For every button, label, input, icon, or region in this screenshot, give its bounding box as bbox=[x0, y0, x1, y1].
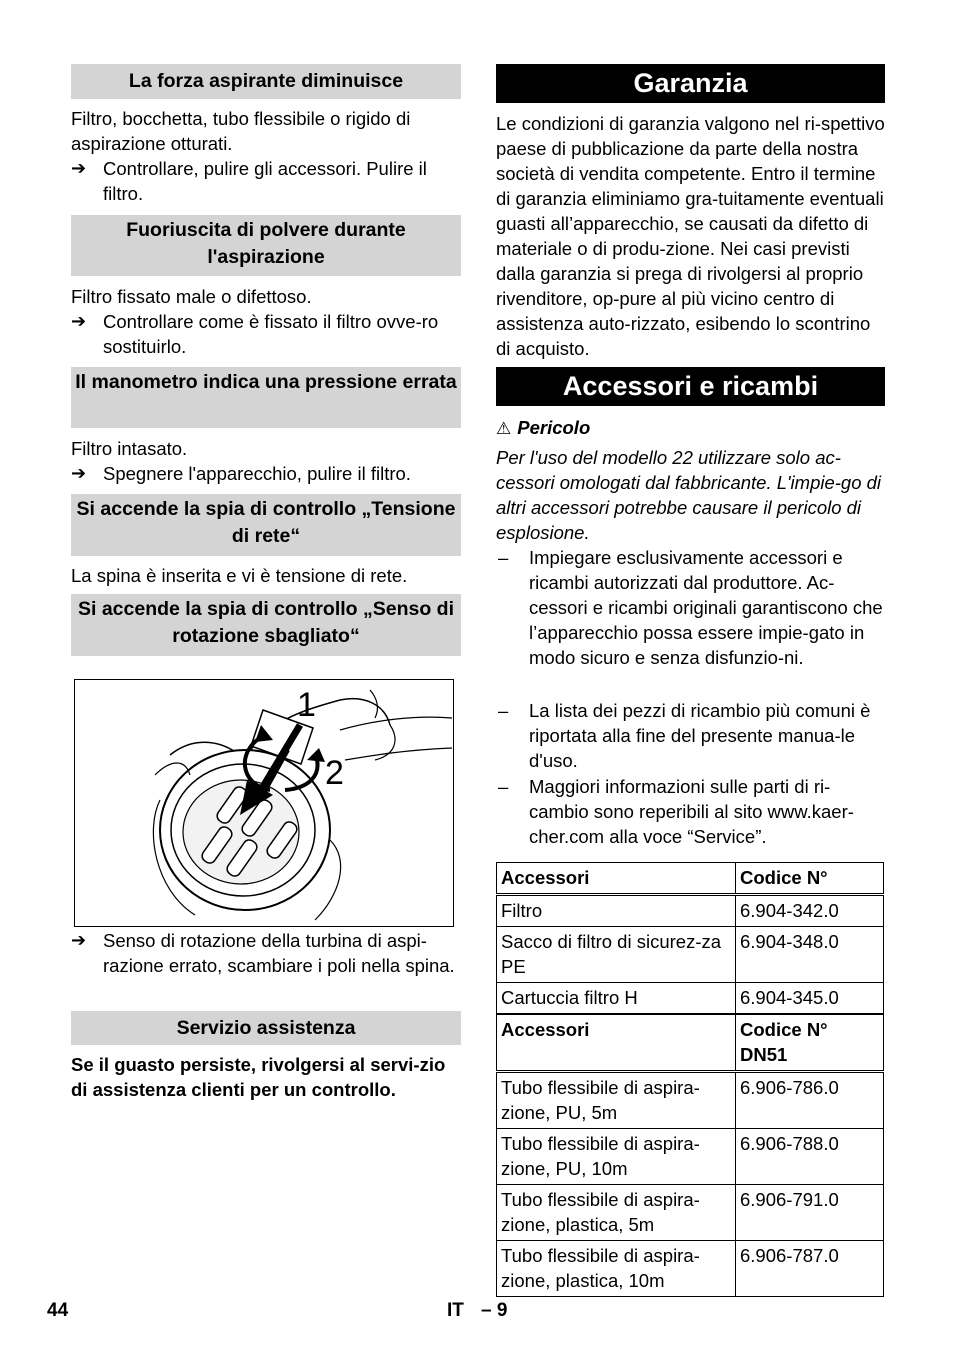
action-text: Controllare come è fissato il filtro ovve-ro sostituirlo. bbox=[103, 311, 439, 357]
list-item bbox=[496, 545, 885, 670]
action-text: Controllare, pulire gli accessori. Pulire il filtro. bbox=[103, 158, 427, 204]
dash-bullet: – bbox=[498, 776, 509, 797]
action-item bbox=[71, 309, 461, 359]
table-header-row bbox=[497, 863, 884, 895]
table-header-cell: Codice N° DN51 bbox=[736, 1015, 884, 1072]
action-item bbox=[71, 928, 461, 978]
table-cell: Tubo flessibile di aspira-zione, PU, 5m bbox=[497, 1072, 736, 1129]
table-cell: 6.904-342.0 bbox=[736, 895, 884, 927]
section-heading-suction-power: La forza aspirante diminuisce bbox=[71, 64, 461, 99]
table-header-cell: Codice N° bbox=[736, 863, 884, 895]
table-row bbox=[497, 927, 884, 983]
accessories-table-2 bbox=[496, 1014, 884, 1297]
cause-text: Filtro intasato. bbox=[71, 438, 188, 459]
service-text: Se il guasto persiste, rivolgersi al servi-zio di assistenza clienti per un controllo. bbox=[71, 1054, 446, 1100]
table-cell: 6.904-345.0 bbox=[736, 983, 884, 1014]
language-code: IT bbox=[447, 1300, 464, 1321]
list-item bbox=[496, 774, 885, 849]
table-header-cell: Accessori bbox=[497, 1015, 736, 1072]
table-cell: 6.906-787.0 bbox=[736, 1241, 884, 1297]
action-text: Spegnere l'apparecchio, pulire il filtro. bbox=[103, 463, 411, 484]
section-heading-dust-leak: Fuoriuscita di polvere durante l'aspirazione bbox=[71, 215, 461, 276]
page-number: 44 bbox=[47, 1300, 69, 1321]
heading-accessori: Accessori e ricambi bbox=[496, 367, 885, 406]
warning-title-row bbox=[496, 415, 885, 441]
section-heading-rotation: Si accende la spia di controllo „Senso di rotazione sbagliato“ bbox=[71, 594, 461, 656]
table-header-row bbox=[497, 1015, 884, 1072]
table-cell: 6.904-348.0 bbox=[736, 927, 884, 983]
plug-pole-illustration bbox=[74, 679, 454, 927]
table-header-cell: Accessori bbox=[497, 863, 736, 895]
action-text: Senso di rotazione della turbina di aspi-razione errato, scambiare i poli nella spina. bbox=[103, 930, 455, 976]
section-heading-mains-voltage: Si accende la spia di controllo „Tensione di rete“ bbox=[71, 494, 461, 556]
list-item-text: La lista dei pezzi di ricambio più comuni è riportata alla fine del presente manua-le d'uso. bbox=[529, 700, 871, 771]
section-heading-manometer: Il manometro indica una pressione errata bbox=[71, 367, 461, 428]
list-item bbox=[496, 698, 885, 773]
table-cell: Filtro bbox=[497, 895, 736, 927]
table-row bbox=[497, 1241, 884, 1297]
figure-label-1: 1 bbox=[297, 686, 316, 724]
table-cell: Cartuccia filtro H bbox=[497, 983, 736, 1014]
table-row bbox=[497, 1129, 884, 1185]
table-row bbox=[497, 1185, 884, 1241]
table-cell: 6.906-791.0 bbox=[736, 1185, 884, 1241]
cause-text: Filtro fissato male o difettoso. bbox=[71, 286, 312, 307]
heading-garanzia: Garanzia bbox=[496, 64, 885, 103]
dash-bullet: – bbox=[498, 547, 509, 568]
list-item-text: Maggiori informazioni sulle parti di ri-cambio sono reperibili al sito www.kaer-cher.com alla voce “Service”. bbox=[529, 776, 854, 847]
action-item bbox=[71, 461, 461, 486]
table-row bbox=[497, 983, 884, 1014]
warning-icon: ⚠ bbox=[496, 419, 512, 438]
action-item bbox=[71, 156, 461, 206]
table-cell: Tubo flessibile di aspira-zione, plastica, 5m bbox=[497, 1185, 736, 1241]
figure-label-2: 2 bbox=[325, 754, 344, 792]
warning-text: Per l'uso del modello 22 utilizzare solo ac-cessori omologati dal fabbricante. L'impie-go di altri accessori potrebbe causare il pericolo di esplosione. bbox=[496, 447, 882, 543]
table-row bbox=[497, 1072, 884, 1129]
table-cell: Sacco di filtro di sicurez-za PE bbox=[497, 927, 736, 983]
dash-bullet: – bbox=[498, 700, 509, 721]
table-row bbox=[497, 895, 884, 927]
sub-page-number: – 9 bbox=[481, 1300, 508, 1321]
table-cell: Tubo flessibile di aspira-zione, plastica, 10m bbox=[497, 1241, 736, 1297]
warranty-text: Le condizioni di garanzia valgono nel ri-spettivo paese di pubblicazione da parte della nostra società di vendita competente. Entro il termine di garanzia eliminiamo gra-tuitamente eventuali guasti all’apparecchio, se causati da difetto di materiale o di produ-zione. Nei casi previsti dalla garanzia si prega di rivolgersi al proprio rivenditore, op-pure al più vicino centro di assistenza auto-rizzato, esibendo lo scontrino di acquisto. bbox=[496, 113, 885, 359]
cause-text: La spina è inserita e vi è tensione di rete. bbox=[71, 565, 408, 586]
section-heading-service: Servizio assistenza bbox=[71, 1011, 461, 1045]
plug-illustration-svg bbox=[75, 680, 452, 925]
arrow-icon: ➔ bbox=[71, 463, 87, 483]
arrow-icon: ➔ bbox=[71, 311, 87, 331]
table-cell: Tubo flessibile di aspira-zione, PU, 10m bbox=[497, 1129, 736, 1185]
table-cell: 6.906-786.0 bbox=[736, 1072, 884, 1129]
cause-text: Filtro, bocchetta, tubo flessibile o rigido di aspirazione otturati. bbox=[71, 108, 411, 154]
arrow-icon: ➔ bbox=[71, 930, 87, 950]
table-cell: 6.906-788.0 bbox=[736, 1129, 884, 1185]
warning-title: Pericolo bbox=[517, 417, 591, 438]
list-item-text: Impiegare esclusivamente accessori e ricambi autorizzati dal produttore. Ac-cessori e ricambi originali garantiscono che l’apparecchio possa essere impie-gato in modo sicuro e senza disfunzio-ni. bbox=[529, 547, 883, 668]
accessories-table-1 bbox=[496, 862, 884, 1014]
arrow-icon: ➔ bbox=[71, 158, 87, 178]
